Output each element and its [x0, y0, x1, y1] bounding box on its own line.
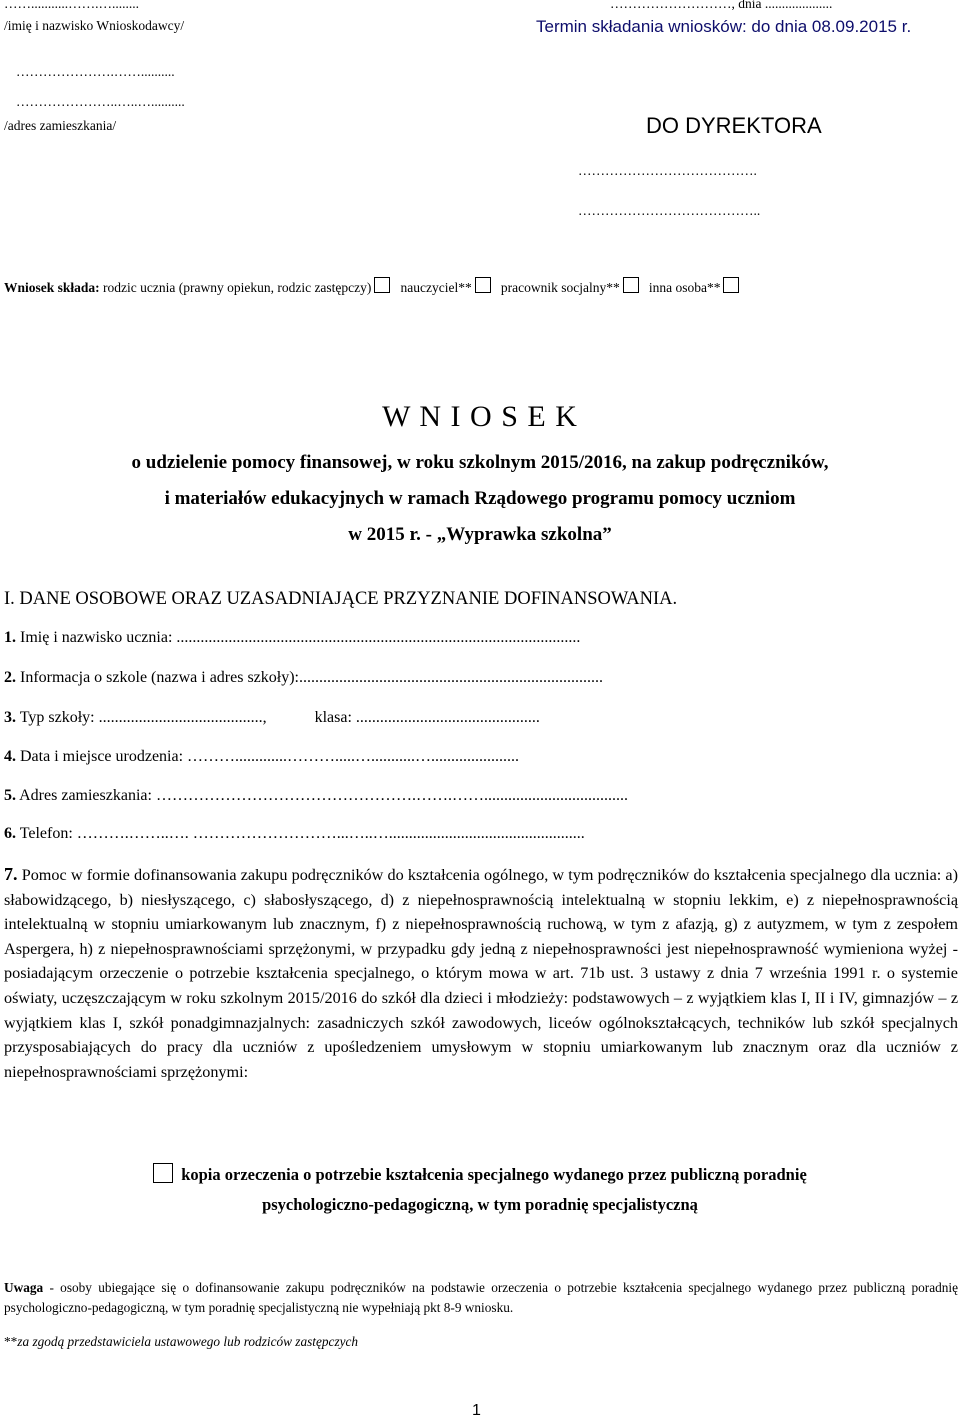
page-number: 1 [472, 1402, 481, 1419]
item-text: Imię i nazwisko ucznia: ..................................................................................................... [20, 629, 581, 646]
certificate-copy-checkbox[interactable] [153, 1163, 173, 1183]
footnote-text: za zgodą przedstawiciela ustawowego lub rodziców zastępczych [17, 1334, 359, 1349]
field-school-type-class[interactable] [4, 709, 540, 727]
submitter-label: Wniosek składa: [4, 280, 100, 295]
footnote [4, 1334, 358, 1350]
note-paragraph [4, 1278, 958, 1318]
footnote-stars: ** [4, 1334, 18, 1349]
option-teacher-label: nauczyciel** [400, 280, 472, 295]
item-text: Telefon: ……….……..…. ………………………...…..…................................................. [19, 825, 585, 842]
submission-deadline: Termin składania wniosków: do dnia 08.09.2015 r. [536, 17, 912, 36]
item-number: 5. [4, 787, 16, 804]
field-birth-date-place[interactable] [4, 748, 519, 766]
certificate-copy-line-1: kopia orzeczenia o potrzebie kształcenia specjalnego wydanego przez publiczną poradnię [181, 1165, 807, 1184]
address-dots-2: …………………..…..….......... [16, 94, 185, 109]
field-home-address[interactable] [4, 787, 628, 805]
field-school-info[interactable] [4, 669, 603, 687]
address-dots-1: ………………….…….......... [16, 64, 175, 79]
name-label: /imię i nazwisko Wnioskodawcy/ [4, 18, 185, 33]
note-text: - osoby ubiegające się o dofinansowanie zakupu podręczników na podstawie orzeczenia o potrzebie kształcenia specjalnego wydanego przez publiczną poradnię psychologiczno-pedagogiczną, w tym poradnię specjalistyczną nie wypełniają pkt 8-9 wniosku. [4, 1280, 958, 1315]
note-label: Uwaga [4, 1280, 44, 1295]
field-phone[interactable] [4, 825, 585, 843]
addressee-heading: DO DYREKTORA [646, 113, 822, 138]
submitter-line [4, 277, 739, 296]
director-dots-2: ………………………………….. [578, 203, 761, 218]
item-number: 7. [4, 864, 18, 884]
item-text: Data i miejsce urodzenia: ……….............……….....…...........…...................... [20, 748, 520, 765]
point-7-paragraph [4, 862, 958, 1084]
option-teacher-checkbox[interactable] [475, 277, 491, 293]
option-other-label: inna osoba** [648, 280, 721, 295]
item-text: Adres zamieszkania: ………………………………………….…….…….................................... [19, 787, 628, 804]
item-number: 1. [4, 629, 16, 646]
item-text: Typ szkoły: ........................................., klasa: .............................................. [19, 709, 540, 726]
option-social-worker-label: pracownik socjalny** [500, 280, 620, 295]
certificate-copy-line-2: psychologiczno-pedagogiczną, w tym poradnię specjalistyczną [262, 1195, 698, 1214]
item-number: 2. [4, 669, 16, 686]
name-dots: ……...........…….…........ [4, 0, 139, 11]
title-line-2: i materiałów edukacyjnych w ramach Rządowego programu pomocy uczniom [164, 488, 796, 509]
item-number: 3. [4, 709, 16, 726]
option-parent-checkbox[interactable] [374, 277, 390, 293]
option-parent-label: rodzic ucznia (prawny opiekun, rodzic zastępczy) [103, 280, 372, 295]
date-dots: ………………………, dnia .................... [610, 0, 833, 11]
address-label: /adres zamieszkania/ [4, 118, 117, 133]
director-dots-1: …………………………………. [578, 163, 757, 178]
document-title: W N I O S E K [382, 400, 578, 433]
item-number: 6. [4, 825, 16, 842]
section-heading: I. DANE OSOBOWE ORAZ UZASADNIAJĄCE PRZYZNANIE DOFINANSOWANIA. [4, 589, 678, 609]
point-7-text: Pomoc w formie dofinansowania zakupu podręczników do kształcenia ogólnego, w tym podręczników do kształcenia specjalnego dla ucznia: a) słabowidzącego, b) niesłyszącego, c) słabosłyszącego, d) z niepełnosprawnością intelektualną w stopniu lekkim, e) z niepełnosprawnością intelektualną w stopniu umiarkowanym lub znacznym, f) z niepełnosprawnością ruchową, w tym z afazją, g) z autyzmem, w tym z zespołem Aspergera, h) z niepełnosprawnościami sprzężonymi, w przypadku gdy jedną z niepełnosprawności jest niepełnosprawność wymieniona wyżej - posiadającym orzeczenie o potrzebie kształcenia specjalnego, o którym mowa w art. 71b ust. 3 ustawy z dnia 7 września 1991 r. o systemie oświaty, uczęszczającym w roku szkolnym 2015/2016 do szkół dla dzieci i młodzieży: podstawowych – z wyjątkiem klas I, II i IV, gimnazjów – z wyjątkiem klas I, szkół ponadgimnazjalnych: zasadniczych szkół zawodowych, liceów ogólnokształcących, techników lub szkół specjalnych przysposabiających do pracy dla uczniów z upośledzeniem umysłowym w stopniu umiarkowanym lub znacznym oraz dla uczniów z niepełnosprawnościami sprzężonymi: [4, 866, 958, 1081]
certificate-copy-option [0, 1160, 960, 1220]
item-text: Informacja o szkole (nazwa i adres szkoły):............................................................................ [20, 669, 603, 686]
title-line-3: w 2015 r. - „Wyprawka szkolna” [348, 524, 612, 545]
title-line-1: o udzielenie pomocy finansowej, w roku szkolnym 2015/2016, na zakup podręczników, [131, 452, 829, 473]
option-other-checkbox[interactable] [723, 277, 739, 293]
field-student-name[interactable] [4, 629, 580, 647]
item-number: 4. [4, 748, 16, 765]
option-social-worker-checkbox[interactable] [623, 277, 639, 293]
